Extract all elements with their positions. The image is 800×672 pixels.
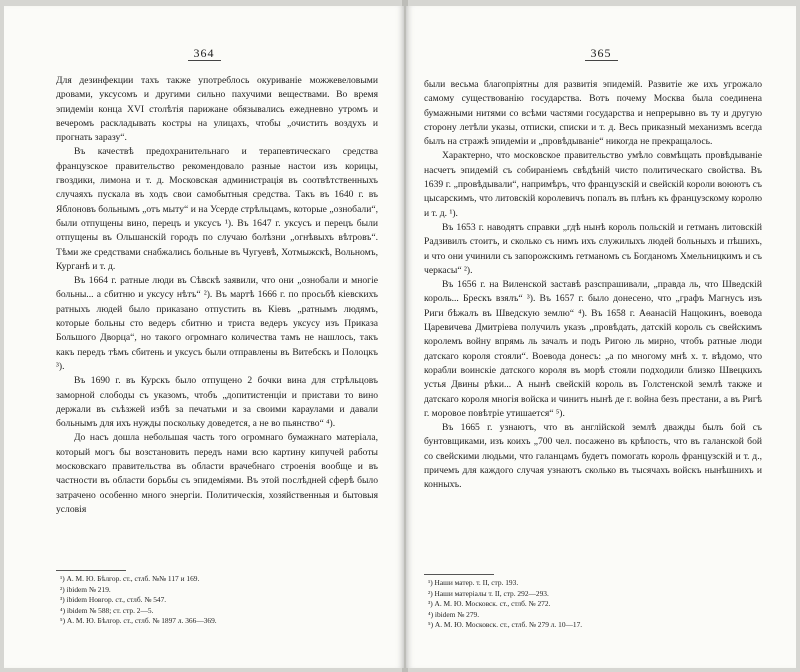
page-number: 364: [4, 46, 404, 61]
footnote: ⁵) А. М. Ю. Бѣлгор. ст., стлб. № 1897 л. 366—369.: [60, 616, 217, 626]
paragraph: Въ 1665 г. узнаютъ, что въ англійской землѣ дважды былъ бой съ бунтовщиками, изъ коихъ „700 чел. посажено въ крѣпость, что въ галанской бой со свейскими людьми, что галанцамъ будетъ помогать король французскій и т. д., причемъ для каждого случая узнаютъ сколько въ тысячахъ войскъ нынѣшнихъ и конныхъ.: [424, 422, 762, 491]
footnote: ¹) Наши матер. т. II, стр. 193.: [428, 578, 519, 587]
paragraph: До насъ дошла небольшая часть того огромнаго бумажнаго матеріала, который могъ бы возстановить передъ нами всю картину кипучей работы московскаго правительства въ области врачебнаго строенія вообще и въ частности въ области борьбы съ эпидеміями. Въ этой послѣдней сферѣ было затрачено особенно много энергіи. Политическія, хозяйственныя и бытовыя условія: [56, 432, 378, 515]
page-number: 365: [406, 46, 796, 61]
footnote: ²) Наши матеріалы т. II, стр. 292—293.: [428, 588, 549, 598]
footnote: ³) А. М. Ю. Московск. ст., стлб. № 272.: [428, 599, 551, 609]
footnote: ⁴) ibidem № 588; ст. стр. 2—5.: [60, 605, 154, 615]
page-body: [56, 74, 378, 517]
footnote: ⁴) ibidem № 279.: [428, 609, 480, 619]
paragraph: Въ 1656 г. на Виленской заставѣ разспрашивали, „правда ль, что Шведскій король... Брескъ взялъ“ ³). Въ 1657 г. было донесено, что „графъ Магнусъ изъ Риги бѣжалъ въ Шведскую землю“ ⁴). Въ 1658 г. Аѳанасій Нащокинъ, воевода Царевичева Дмитріева получилъ указъ „провѣдать, датскій король съ свейскимъ королемъ войну впрямь ль зачалъ и подъ Ригою ль мирно, чтобъ ратные люди датскаго короля стояли“. Воевода донесъ: „а по многому мнѣ х. т. вѣдомо, что корабли воинскіе датского короля въ морѣ стояли подходили близко Швецкихъ устья Двины рѣки... А нынѣ свейскій король въ Голстенской землѣ также и датскаго короля многія войска и чинитъ нынѣ де г. война безъ престани, а въ Ригѣ г. моровое повѣтріе утишается“ ⁵).: [424, 279, 762, 419]
paragraph: Въ 1664 г. ратные люди въ Сѣвскѣ заявили, что они „ознобали и многіе больны... а сбитню и уксусу нѣтъ“ ²). Въ мартѣ 1666 г. по просьбѣ кіевскихъ ратныхъ людей было приказано отпустить въ Кіевъ „ратнымъ людямъ, которые больны сто ведеръ сбитню и триста ведеръ уксусу изъ Приказа Большого Дворца“, но такого огромнаго количества тамъ не нашлось, такъ какъ передъ тѣмъ сбитень и уксусъ были отправлены въ Витебскъ и Полоцкъ ³).: [56, 275, 378, 372]
footnote: ¹) А. М. Ю. Бѣлгор. ст., стлб. №№ 117 и 169.: [60, 574, 200, 583]
page-body: [424, 78, 762, 493]
paragraph: Характерно, что московское правительство умѣло совмѣщать провѣдываніе насчетъ эпидемій съ собираніемъ свѣдѣній чисто политическаго свойства. Въ 1639 г. „провѣдывали“, напримѣръ, что французскій и свейскій короли воюютъ съ цысарскимъ, что литовскій королевичъ попалъ въ плѣнъ къ французскому королю и т. д. ¹).: [424, 150, 762, 219]
paragraph: Для дезинфекции тахъ также употреблось окуриваніе можжевеловыми дровами, уксусомъ и другими сильно пахучими веществами. Во время эпидеміи конца XVI столѣтія парижане обязывались ежедневно утромъ и вечеромъ раскладывать костры на улицахъ, чтобы „очистить воздухъ и прогнать заразу“.: [56, 75, 378, 144]
paragraph: Въ 1653 г. наводятъ справки „гдѣ нынѣ король польскій и гетманъ литовскій Радзивилъ стоитъ, и сколько съ нимъ ихъ служилыхъ людей больныхъ и пѣшихъ, и что они учинили съ запорожскимъ гетманомъ съ Богданомъ Хмельницкимъ и съ черкасы“ ²).: [424, 221, 762, 276]
footnotes: [60, 574, 370, 627]
paragraph: Въ качествѣ предохранительнаго и терапевтическаго средства французское правительство рекомендовало разные настои изъ корицы, гвоздики, лимона и т. д. Московская администрація въ соотвѣтственныхъ случаяхъ пускала въ ходъ свои самобытныя средства. Такъ въ 1640 г. въ Яблоновъ больнымъ „отъ мыту“ и на Усерде стрѣльцамъ, которые „ознобали“, были отпущены вино, перецъ и уксусъ ¹). Въ 1647 г. уксусъ и перецъ были отпущены въ Ольшанскій городъ по случаю болѣзни „огнѣвыхъ вѣтровъ“. Тѣми же средствами снабжались больные въ Чугуевѣ, Хотмыжскѣ, Вольномъ, Курганѣ и т. д.: [56, 146, 378, 272]
left-page: [4, 6, 404, 668]
footnote-divider: [424, 574, 494, 575]
footnote-divider: [56, 570, 126, 571]
right-page: [406, 6, 796, 668]
paragraph: Въ 1690 г. въ Курскъ было отпущено 2 бочки вина для стрѣльцовъ заморной слободы съ указомъ, чтобъ „допитистенціи и пристави то вино держали въ съѣзжей избѣ за печатьми и за своими караулами и давали больнымъ для ихъ нужды поскольку доведется, а не во пьянство“ ⁴).: [56, 375, 378, 430]
footnote: ²) ibidem № 219.: [60, 584, 111, 594]
footnotes: [428, 578, 758, 631]
footnote: ⁵) А. М. Ю. Московск. ст., стлб. № 279 л. 10—17.: [428, 620, 583, 630]
footnote: ³) ibidem Новгор. ст., стлб. № 547.: [60, 595, 167, 605]
paragraph: были весьма благопріятны для развитія эпидемій. Развитіе же ихъ угрожало самому существованію государства. Вотъ почему Москва была соединена бумажными нитями со всѣми частями государства и непрерывно въ ту и другую сторону летѣли указы, отписки, списки и т. д. Весь приказный механизмъ всегда былъ на стражѣ эпидеміи и „провѣдываніе“ никогда не прекращалось.: [424, 79, 762, 148]
